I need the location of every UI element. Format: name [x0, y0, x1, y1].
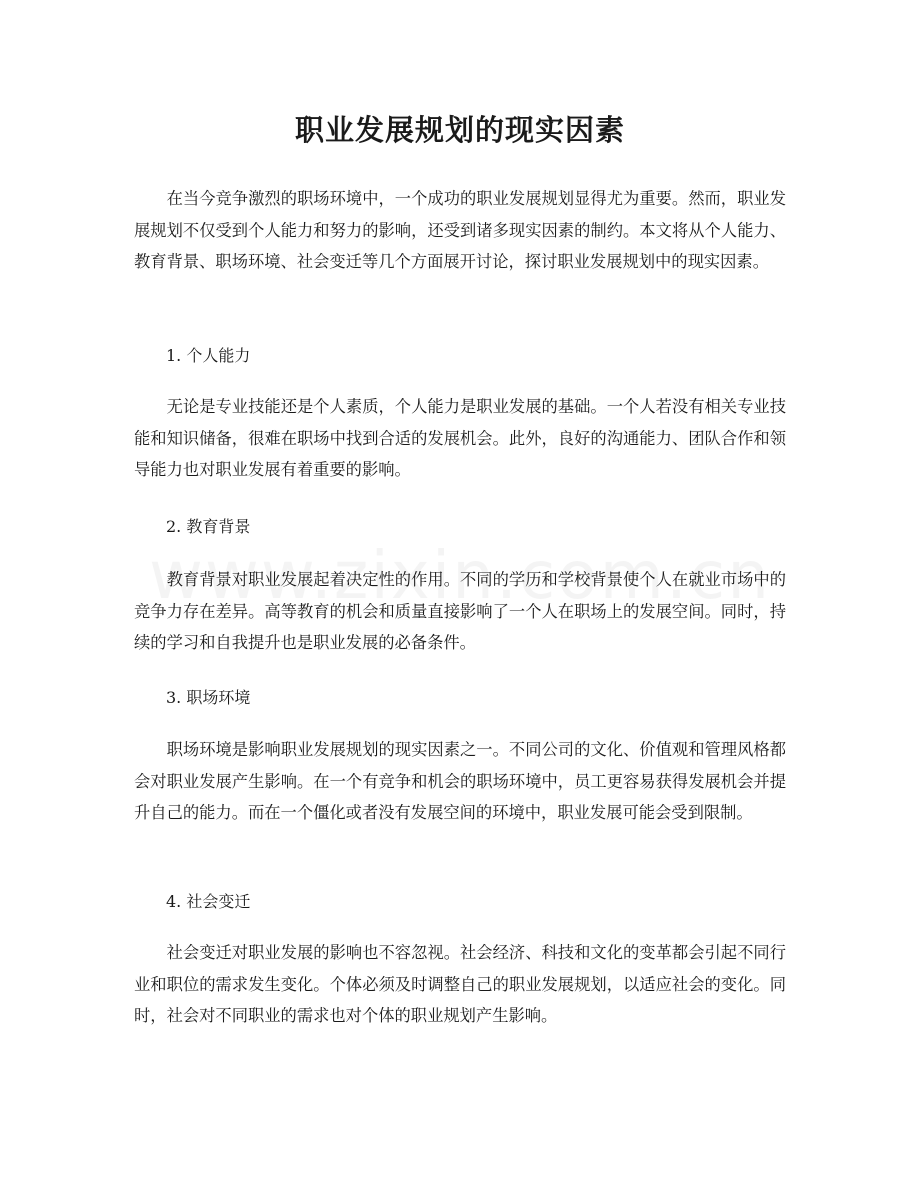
section-body-personal-ability: 无论是专业技能还是个人素质，个人能力是职业发展的基础。一个人若没有相关专业技能和知识储备，很难在职场中找到合适的发展机会。此外，良好的沟通能力、团队合作和领导能力也对职业发展有着重要的影响。: [134, 397, 786, 479]
section-heading-personal-ability: 1. 个人能力: [166, 346, 251, 365]
section-body-workplace: 职场环境是影响职业发展规划的现实因素之一。不同公司的文化、价值观和管理风格都会对职业发展产生影响。在一个有竞争和机会的职场环境中，员工更容易获得发展机会并提升自己的能力。而在一个僵化或者没有发展空间的环境中，职业发展可能会受到限制。: [134, 740, 786, 822]
intro-paragraph: 在当今竞争激烈的职场环境中，一个成功的职业发展规划显得尤为重要。然而，职业发展规划不仅受到个人能力和努力的影响，还受到诸多现实因素的制约。本文将从个人能力、教育背景、职场环境、社会变迁等几个方面展开讨论，探讨职业发展规划中的现实因素。: [134, 189, 786, 271]
section-heading-social-change: 4. 社会变迁: [166, 892, 251, 911]
section-body-education: 教育背景对职业发展起着决定性的作用。不同的学历和学校背景使个人在就业市场中的竞争力存在差异。高等教育的机会和质量直接影响了一个人在职场上的发展空间。同时，持续的学习和自我提升也是职业发展的必备条件。: [134, 570, 786, 652]
section-heading-workplace: 3. 职场环境: [166, 688, 251, 707]
page-title: 职业发展规划的现实因素: [294, 113, 625, 147]
section-body-social-change: 社会变迁对职业发展的影响也不容忽视。社会经济、科技和文化的变革都会引起不同行业和职位的需求发生变化。个体必须及时调整自己的职业发展规划，以适应社会的变化。同时，社会对不同职业的需求也对个体的职业规划产生影响。: [134, 943, 786, 1025]
section-heading-education: 2. 教育背景: [166, 517, 251, 536]
